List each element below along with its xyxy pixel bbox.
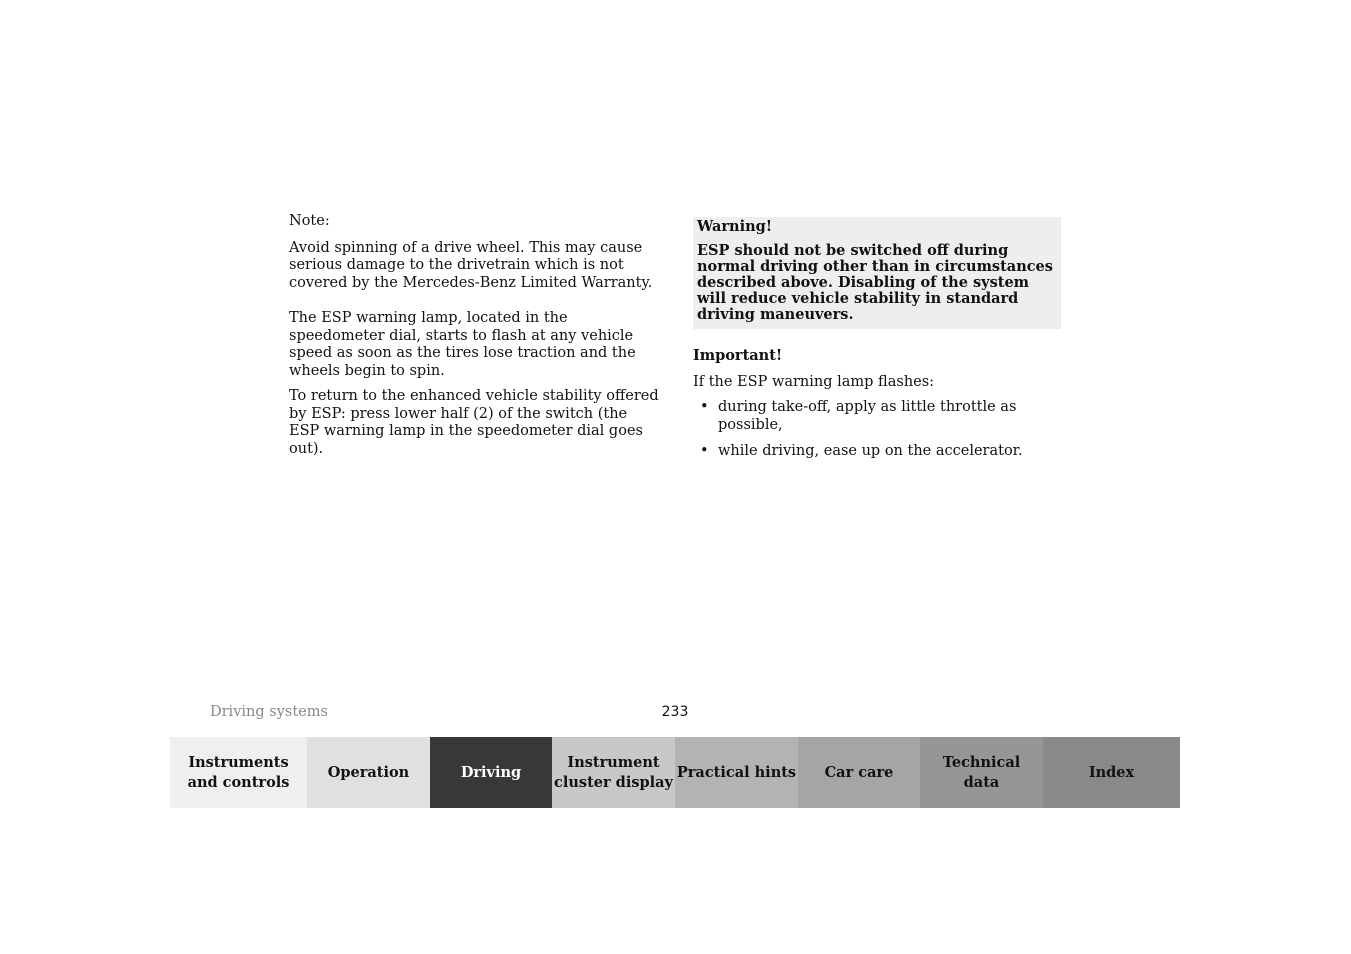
chapter-tabs (170, 737, 1180, 808)
note-label: Note: (289, 213, 330, 229)
bullet-icon: • (700, 399, 709, 415)
note-text: Avoid spinning of a drive wheel. This may cause serious damage to the drivetrain which is not covered by the Mercedes-Benz Limited Warranty. (289, 239, 653, 291)
tab-instrument-cluster-display[interactable]: Instrument cluster display (552, 737, 675, 808)
tab-car-care[interactable]: Car care (798, 737, 920, 808)
page-number: 233 (661, 704, 689, 720)
right-column (693, 217, 1061, 469)
bullet-icon: • (700, 442, 709, 459)
left-column (289, 213, 661, 466)
warning-title: Warning! (697, 218, 773, 235)
tab-technical-data[interactable]: Technical data (920, 737, 1043, 808)
spacer (289, 300, 661, 310)
list-item-text: during take-off, apply as little throttle as possible, (718, 399, 1017, 433)
important-intro: If the ESP warning lamp flashes: (693, 373, 935, 390)
warning-text: ESP should not be switched off during normal driving other than in circumstances described above. Disabling of the system will reduce vehicle stability in standard driving maneuvers. (697, 242, 1053, 323)
tab-index[interactable]: Index (1043, 737, 1180, 808)
important-label: Important! (693, 347, 783, 364)
bullet-list (693, 399, 1061, 460)
esp-return-paragraph: To return to the enhanced vehicle stability offered by ESP: press lower half (2) of the switch (the ESP warning lamp in the speedometer dial goes out). (289, 388, 659, 457)
section-title: Driving systems (210, 704, 328, 720)
list-item (693, 399, 1061, 434)
list-item (693, 443, 1061, 461)
tab-driving[interactable]: Driving (430, 737, 552, 808)
tab-instruments-and-controls[interactable]: Instruments and controls (170, 737, 307, 808)
warning-box (693, 217, 1061, 329)
list-item-text: while driving, ease up on the accelerator. (718, 442, 1023, 459)
tab-practical-hints[interactable]: Practical hints (675, 737, 798, 808)
esp-lamp-paragraph: The ESP warning lamp, located in the speedometer dial, starts to flash at any vehicle speed as soon as the tires lose traction and the wheels begin to spin. (289, 310, 636, 379)
tab-operation[interactable]: Operation (307, 737, 430, 808)
